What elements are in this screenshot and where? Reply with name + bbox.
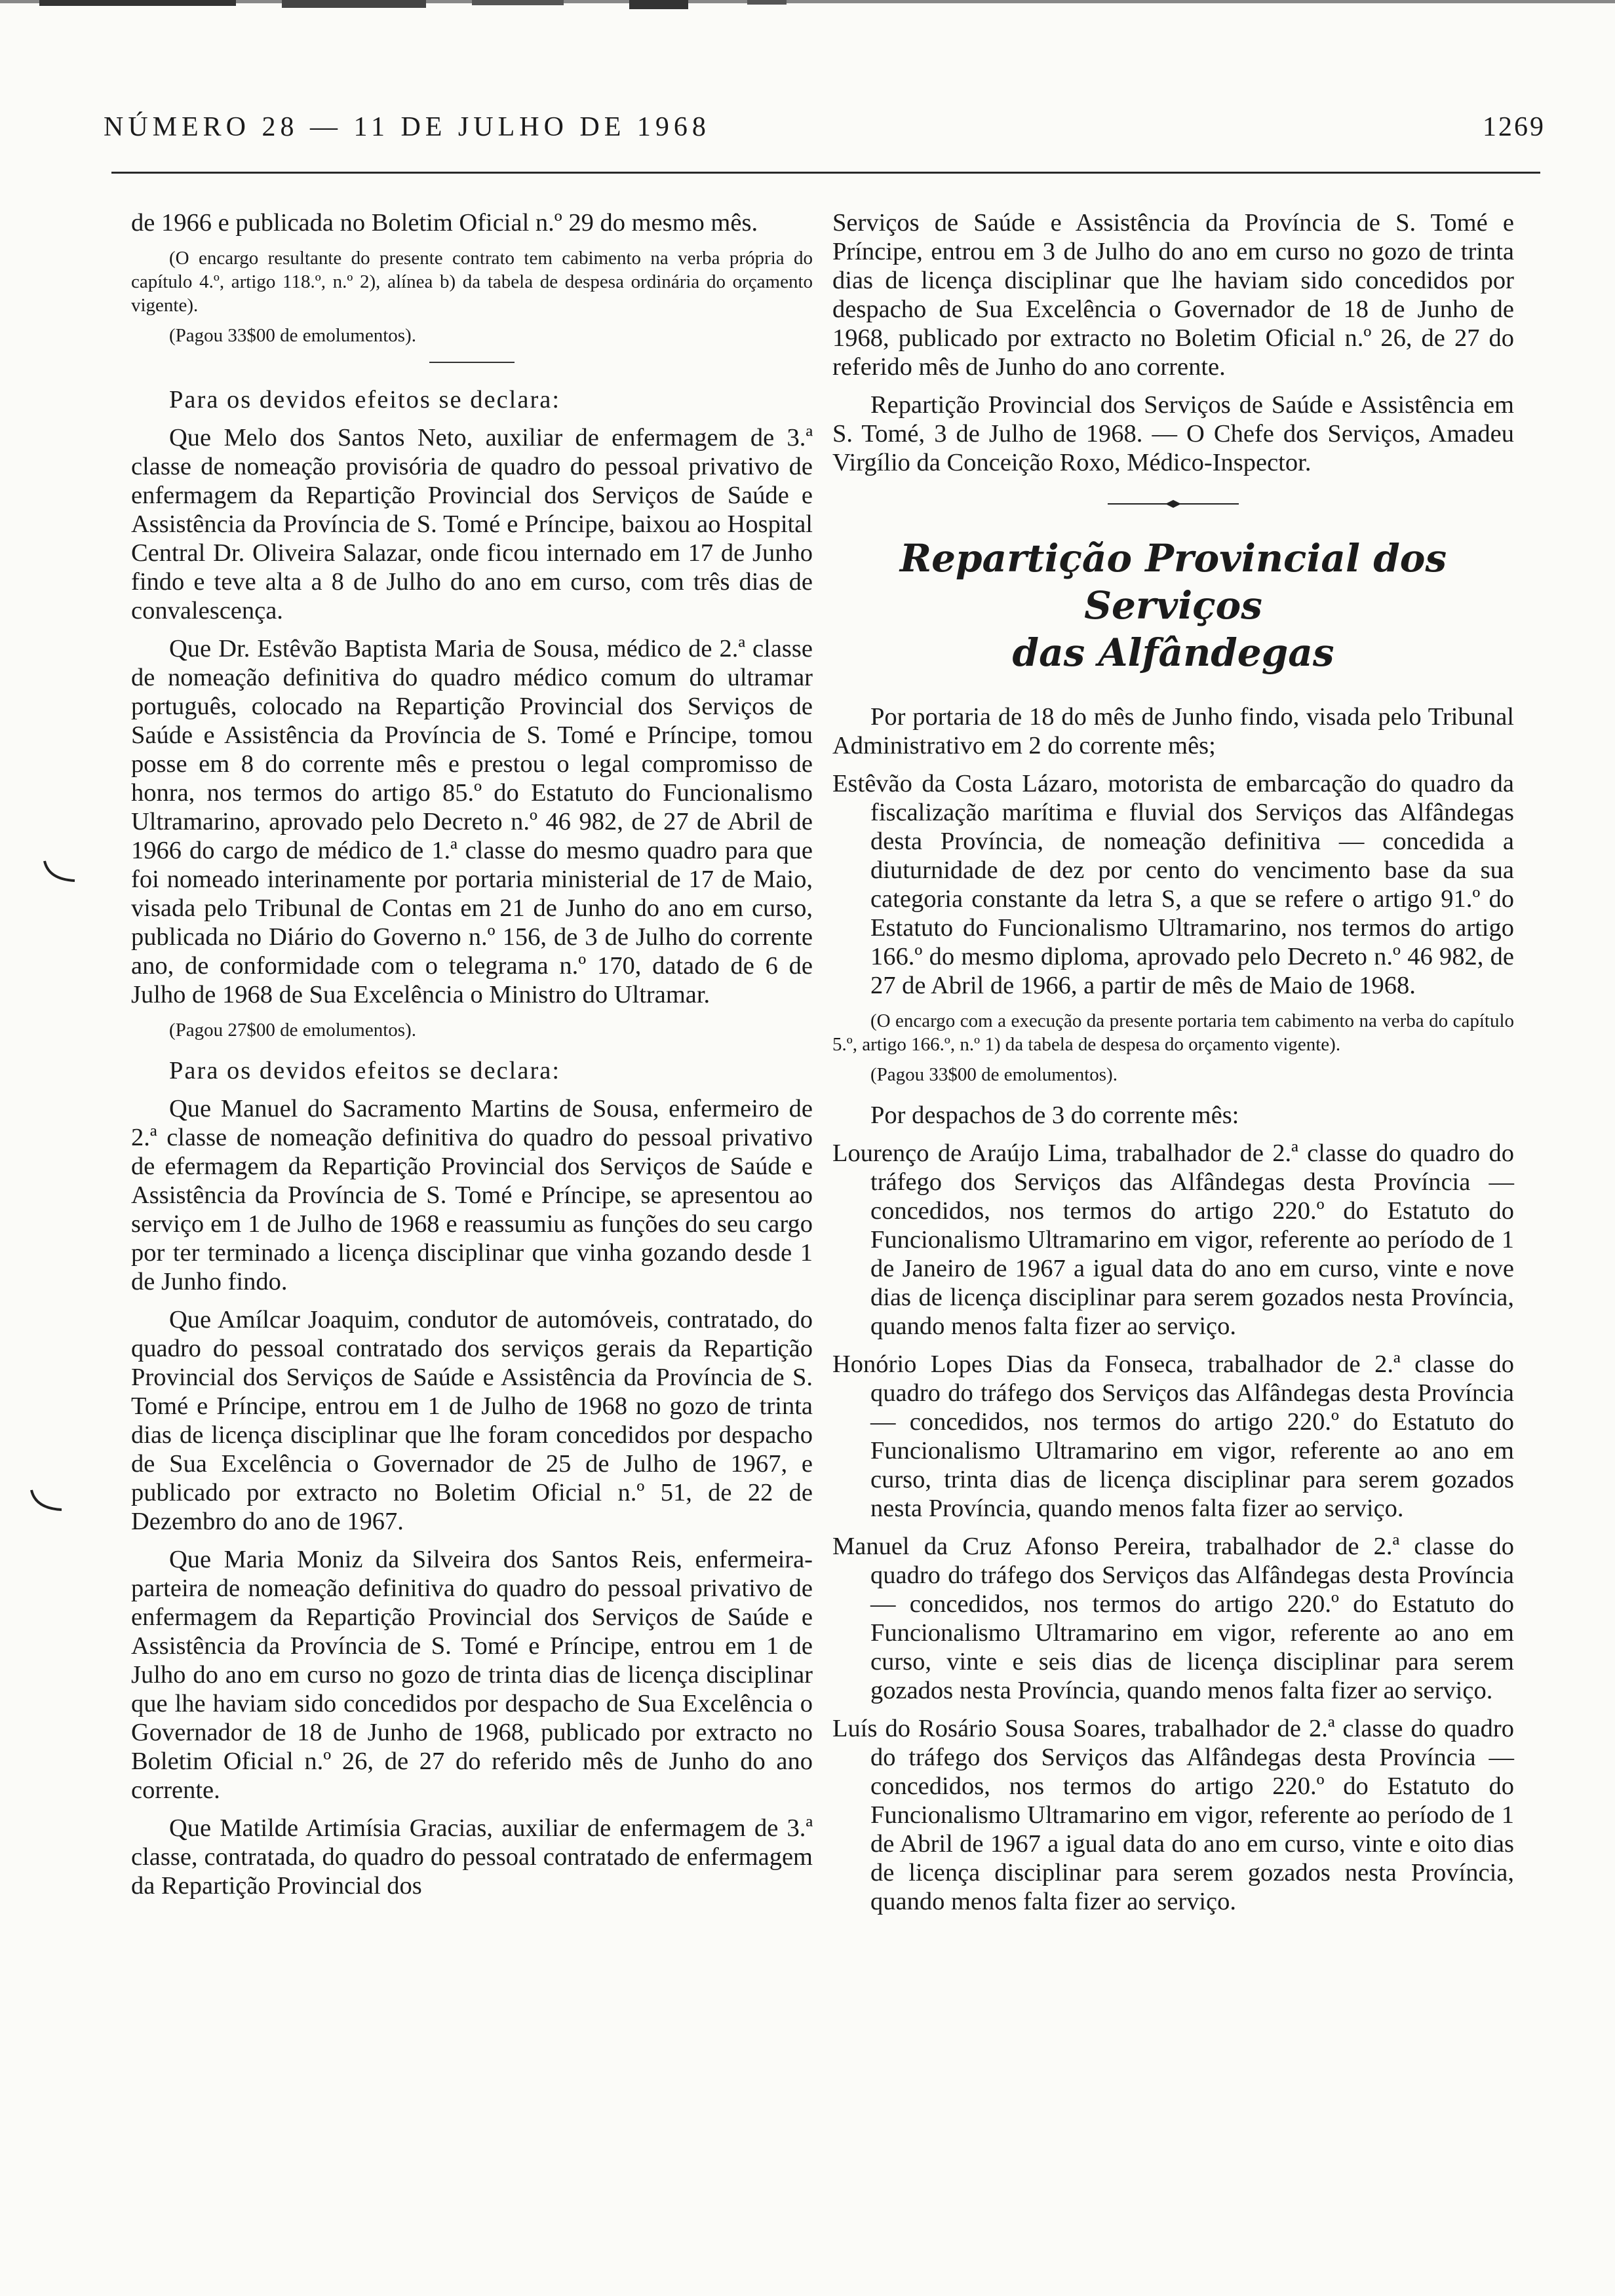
declaration-heading: Para os devidos efeitos se declara: xyxy=(169,386,561,413)
right-column xyxy=(832,208,1514,1925)
budget-note: (O encargo resultante do presente contrato tem cabimento na verba própria do capítulo 4.º, artigo 118.º, n.º 2), alínea b) da tabela de despesa ordinária do orçamento vigente). xyxy=(131,248,813,316)
ornament-divider xyxy=(1108,499,1239,508)
fee-note: (Pagou 27$00 de emolumentos). xyxy=(169,1020,416,1041)
issue-line: NÚMERO 28 — 11 DE JULHO DE 1968 xyxy=(104,112,710,142)
paragraph: Estêvão da Costa Lázaro, motorista de embarcação do quadro da fiscalização marítima e fluvial dos Serviços das Alfândegas desta Província, de nomeação definitiva — concedida a diuturnidade de dez por cento do vencimento base da sua categoria constante da letra S, a que se refere o artigo 91.º do Estatuto do Funcionalismo Ultramarino, nos termos do artigo 166.º do mesmo diploma, aprovado pelo Decreto n.º 46 982, de 27 de Abril de 1966, a partir de mês de Maio de 1968. xyxy=(832,770,1514,999)
margin-pencil-mark xyxy=(39,858,79,885)
paragraph: Que Manuel do Sacramento Martins de Sousa, enfermeiro de 2.ª classe de nomeação definitiva do quadro do pessoal privativo de efermagem da Repartição Provincial dos Serviços de Saúde e Assistência da Província de S. Tomé e Príncipe, se apresentou ao serviço em 1 de Julho de 1968 e reassumiu as funções do seu cargo por ter terminado a licença disciplinar que vinha gozando desde 1 de Junho findo. xyxy=(131,1095,813,1295)
header-rule xyxy=(111,172,1540,174)
paragraph: Que Amílcar Joaquim, condutor de automóveis, contratado, do quadro do pessoal contratado dos serviços gerais da Repartição Provincial dos Serviços de Saúde e Assistência da Província de S. Tomé e Príncipe, entrou em 1 de Julho de 1968 no gozo de trinta dias de licença disciplinar que lhe foram concedidos por despacho de Sua Excelência o Governador de 25 de Julho de 1967, e publicado por extracto no Boletim Oficial n.º 51, de 22 de Dezembro do ano de 1967. xyxy=(131,1306,813,1535)
paragraph: Serviços de Saúde e Assistência da Província de S. Tomé e Príncipe, entrou em 3 de Julho do ano em curso no gozo de trinta dias de licença disciplinar que lhe haviam sido concedidos por despacho de Sua Excelência o Governador de 18 de Junho de 1968, publicado por extracto no Boletim Oficial n.º 26, de 27 do referido mês de Junho do ano corrente. xyxy=(832,209,1514,381)
section-title xyxy=(832,535,1514,676)
fee-note: (Pagou 33$00 de emolumentos). xyxy=(870,1064,1118,1085)
declaration-heading: Para os devidos efeitos se declara: xyxy=(169,1057,561,1084)
section-title-line: das Alfândegas xyxy=(1012,630,1334,675)
scan-edge-marks xyxy=(0,0,1615,12)
fee-note: (Pagou 33$00 de emolumentos). xyxy=(169,325,416,346)
left-column xyxy=(131,208,813,1909)
paragraph: Que Matilde Artimísia Gracias, auxiliar de enfermagem de 3.ª classe, contratada, do quadro do pessoal contratado de enfermagem da Repartição Provincial dos xyxy=(131,1814,813,1900)
section-title-line: Repartição Provincial dos Serviços xyxy=(899,536,1447,628)
paragraph: Manuel da Cruz Afonso Pereira, trabalhador de 2.ª classe do quadro do tráfego dos Serviços das Alfândegas desta Província — concedidos, nos termos do artigo 220.º do Estatuto do Funcionalismo Ultramarino em vigor, referente ao ano em curso, vinte e seis dias de licença disciplinar para serem gozados nesta Província, quando menos falta fizer ao serviço. xyxy=(832,1533,1514,1704)
page-header xyxy=(104,111,1546,157)
paragraph: Que Melo dos Santos Neto, auxiliar de enfermagem de 3.ª classe de nomeação provisória de quadro do pessoal privativo de enfermagem da Repartição Provincial dos Serviços de Saúde e Assistência da Província de S. Tomé e Príncipe, baixou ao Hospital Central Dr. Oliveira Salazar, onde ficou internado em 17 de Junho findo e teve alta a 8 de Julho do ano em curso, com três dias de convalescença. xyxy=(131,424,813,624)
budget-note: (O encargo com a execução da presente portaria tem cabimento na verba do capítulo 5.º, artigo 166.º, n.º 1) da tabela de despesa do orçamento vigente). xyxy=(832,1010,1514,1055)
paragraph: Que Dr. Estêvão Baptista Maria de Sousa, médico de 2.ª classe de nomeação definitiva do quadro médico comum do ultramar português, colocado na Repartição Provincial dos Serviços de Saúde e Assistência da Província de S. Tomé e Príncipe, tomou posse em 8 do corrente mês e prestou o legal compromisso de honra, nos termos do artigo 85.º do Estatuto do Funcionalismo Ultramarino, aprovado pelo Decreto n.º 46 982, de 27 de Abril de 1966 do cargo de médico de 1.ª classe do mesmo quadro para que foi nomeado interinamente por portaria ministerial de 17 de Maio, visada pelo Tribunal de Contas em 21 de Junho do ano em curso, publicada no Diário do Governo n.º 156, de 3 de Julho do corrente ano, de conformidade com o telegrama n.º 170, datado de 6 de Julho de 1968 de Sua Excelência o Ministro do Ultramar. xyxy=(131,635,813,1008)
margin-pencil-mark xyxy=(26,1487,66,1514)
page-number: 1269 xyxy=(1483,112,1546,142)
short-divider xyxy=(429,362,515,363)
paragraph: de 1966 e publicada no Boletim Oficial n.º 29 do mesmo mês. xyxy=(131,209,758,237)
paragraph: Que Maria Moniz da Silveira dos Santos Reis, enfermeira-parteira de nomeação definitiva do quadro do pessoal privativo de enfermagem da Repartição Provincial dos Serviços de Saúde e Assistência da Província de S. Tomé e Príncipe, entrou em 1 de Julho do ano em curso no gozo de trinta dias de licença disciplinar que lhe haviam sido concedidos por despacho de Sua Excelência o Governador de 18 de Junho de 1968, publicado por extracto no Boletim Oficial n.º 26, de 27 do referido mês de Junho do ano corrente. xyxy=(131,1546,813,1804)
paragraph: Honório Lopes Dias da Fonseca, trabalhador de 2.ª classe do quadro do tráfego dos Serviços das Alfândegas desta Província — concedidos, nos termos do artigo 220.º do Estatuto do Funcionalismo Ultramarino em vigor, referente ao ano em curso, trinta dias de licença disciplinar para serem gozados nesta Província, quando menos falta fizer ao serviço. xyxy=(832,1350,1514,1522)
despachos-heading: Por despachos de 3 do corrente mês: xyxy=(870,1101,1239,1129)
paragraph: Luís do Rosário Sousa Soares, trabalhador de 2.ª classe do quadro do tráfego dos Serviços das Alfândegas desta Província — concedidos, nos termos do artigo 220.º do Estatuto do Funcionalismo Ultramarino em vigor, referente ao período de 1 de Abril de 1967 a igual data do ano em curso, vinte e oito dias de licença disciplinar para serem gozados nesta Província, quando menos falta fizer ao serviço. xyxy=(832,1715,1514,1915)
paragraph: Lourenço de Araújo Lima, trabalhador de 2.ª classe do quadro do tráfego dos Serviços das Alfândegas desta Província — concedidos, nos termos do artigo 220.º do Estatuto do Funcionalismo Ultramarino em vigor, referente ao período de 1 de Janeiro de 1967 a igual data do ano em curso, vinte e nove dias de licença disciplinar para serem gozados nesta Província, quando menos falta fizer ao serviço. xyxy=(832,1139,1514,1340)
signature-paragraph: Repartição Provincial dos Serviços de Saúde e Assistência em S. Tomé, 3 de Julho de 1968. — O Chefe dos Serviços, Amadeu Virgílio da Conceição Roxo, Médico-Inspector. xyxy=(832,391,1514,476)
portaria-intro: Por portaria de 18 do mês de Junho findo, visada pelo Tribunal Administrativo em 2 do corrente mês; xyxy=(832,703,1514,759)
